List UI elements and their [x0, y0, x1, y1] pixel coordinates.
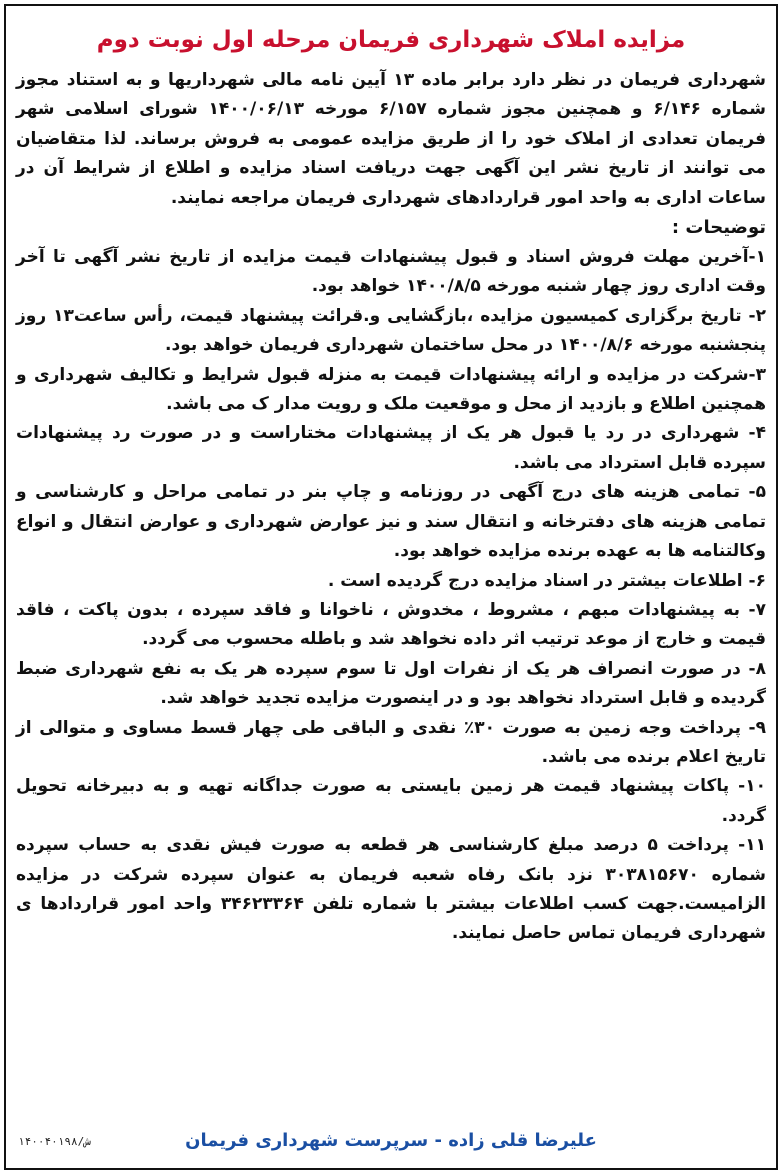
list-item: ۴- شهرداری در رد یا قبول هر یک از پیشنهادات مختاراست و در صورت رد پیشنهادات سپرده قابل استرداد می باشد.	[16, 423, 766, 473]
notice-title: مزایده املاک شهرداری فریمان مرحله اول نوبت دوم	[96, 27, 686, 53]
notice-body	[16, 14, 766, 1160]
list-item: ۸- در صورت انصراف هر یک از نفرات اول تا سوم سپرده هر یک به نفع شهرداری ضبط گردیده و قابل استرداد نخواهد بود و در اینصورت مزایده تجدید خواهد شد.	[16, 658, 766, 709]
list-item: ۱۱- پرداخت ۵ درصد مبلغ کارشناسی هر قطعه به صورت فیش نقدی به حساب سپرده شماره ۳۰۳۸۱۵۶۷۰ نزد بانک رفاه شعبه فریمان به عنوان سپرده شرکت در مزایده الزامیست.جهت کسب اطلاعات بیشتر با شماره تلفن ۳۴۶۲۳۳۶۴ واحد امور قراردادها ی شهرداری فریمان تماس حاصل نمایند.	[16, 835, 766, 944]
list-item: ۱۰- پاکات پیشنهاد قیمت هر زمین بایستی به صورت جداگانه تهیه و به دبیرخانه تحویل گردد.	[16, 776, 766, 826]
list-item: ۲- تاریخ برگزاری کمیسیون مزایده ،بازگشایی و.قرائت پیشنهاد قیمت، رأس ساعت۱۳ روز پنجشنبه مورخه ۱۴۰۰/۸/۶ در محل ساختمان شهرداری فریمان خواهد بود.	[16, 305, 766, 356]
explanations-list	[16, 243, 766, 949]
list-item: ۷- به پیشنهادات مبهم ، مشروط ، مخدوش ، ناخوانا و فاقد سپرده ، بدون پاکت ، فاقد قیمت و خارج از موعد ترتیب اثر داده نخواهد شد و باطله محسوب می گردد.	[16, 599, 766, 650]
list-item: ۳-شرکت در مزایده و ارائه پیشنهادات قیمت به منزله قبول شرایط و تکالیف شهرداری و همچنین اطلاع و بازدید از محل و موقعیت ملک و رویت مدار ک می باشد.	[16, 364, 766, 415]
explanations-heading: توضیحات :	[671, 217, 766, 239]
list-item: ۶- اطلاعات بیشتر در اسناد مزایده درج گردیده است .	[327, 570, 766, 591]
notice-footer	[16, 1126, 766, 1156]
list-item: ۹- پرداخت وجه زمین به صورت ۳۰٪ نقدی و الباقی طی چهار قسط مساوی و متوالی از تاریخ اعلام برنده می باشد.	[16, 717, 766, 767]
signature: علیرضا قلی زاده - سرپرست شهرداری فریمان	[185, 1130, 597, 1151]
notice-code: ۱۴۰۰۴۰۱۹۸/ش	[18, 1135, 91, 1148]
list-item: ۵- تمامی هزینه های درج آگهی در روزنامه و چاپ بنر در تمامی مراحل و کارشناسی و تمامی هزینه های دفترخانه و انتقال سند و نیز عوارض شهرداری و عوارض انتقال و انواع وکالتنامه ها به عهده برنده مزایده خواهد بود.	[16, 482, 766, 562]
notice-frame	[4, 4, 778, 1170]
list-item: ۱-آخرین مهلت فروش اسناد و قبول پیشنهادات قیمت مزایده از تاریخ نشر آگهی تا آخر وقت اداری روز چهار شنبه مورخه ۱۴۰۰/۸/۵ خواهد بود.	[16, 247, 766, 297]
notice-intro: شهرداری فریمان در نظر دارد برابر ماده ۱۳ آیین نامه مالی شهرداریها و به استناد مجوز شماره ۶/۱۴۶ و همچنین مجوز شماره ۶/۱۵۷ مورخه ۱۴۰۰/۰۶/۱۳ شورای اسلامی شهر فریمان تعدادی از املاک خود را از طریق مزایده عمومی به فروش برساند. لذا متقاضیان می توانند از تاریخ نشر این آگهی جهت دریافت اسناد مزایده و اطلاع از شرایط آن در ساعات اداری به واحد امور قراردادهای شهرداری فریمان مراجعه نمایند.	[16, 70, 766, 208]
